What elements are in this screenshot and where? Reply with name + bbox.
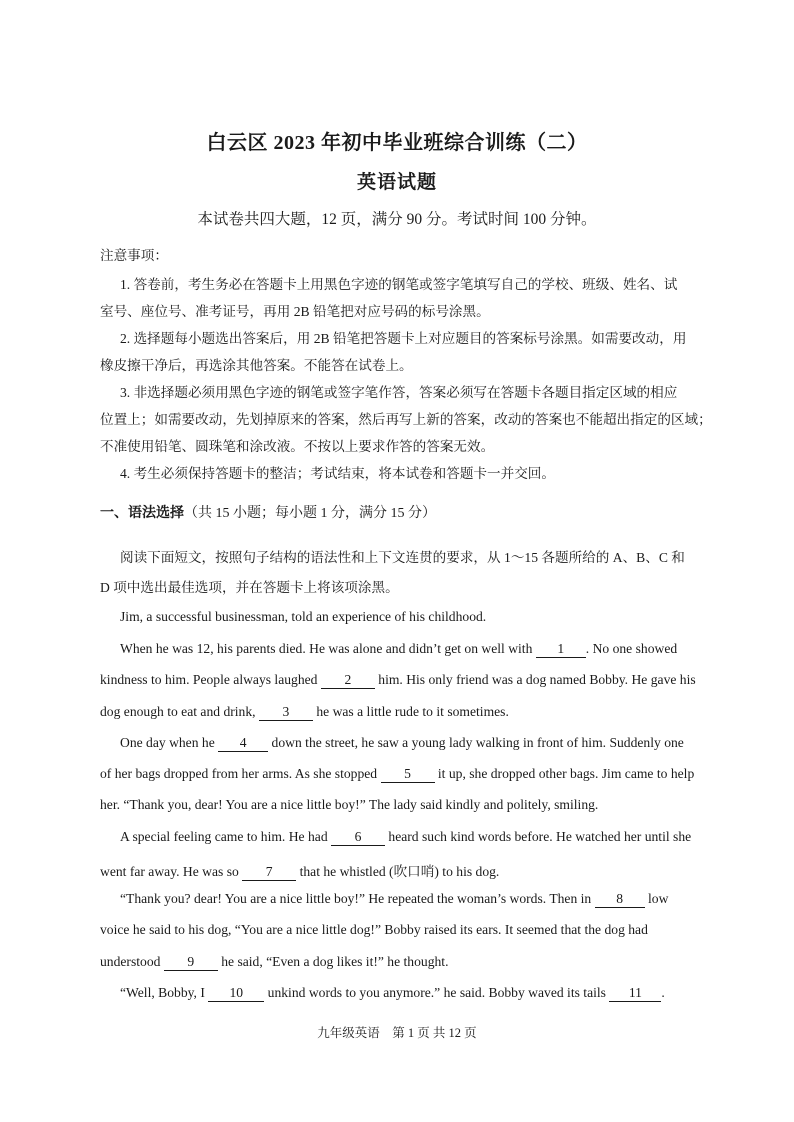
section-1-instruction-line-1: 阅读下面短文，按照句子结构的语法性和上下文连贯的要求，从 1～15 各题所给的 A、B、C 和	[120, 550, 685, 565]
blank-5: 5	[381, 767, 435, 783]
notice-item-3-line-3: 不准使用铅笔、圆珠笔和涂改液。不按以上要求作答的答案无效。	[100, 439, 495, 454]
passage-line-7: her. “Thank you, dear! You are a nice little boy!” The lady said kindly and politely, smiling.	[100, 797, 599, 812]
blank-10: 10	[208, 986, 264, 1002]
blank-2: 2	[321, 673, 375, 689]
notice-item-1-line-2: 室号、座位号、准考证号，再用 2B 铅笔把对应号码的标号涂黑。	[100, 304, 490, 319]
passage-line-4: dog enough to eat and drink, 3 he was a little rude to it sometimes.	[100, 704, 509, 719]
notice-item-3-line-1: 3. 非选择题必须用黑色字迹的钢笔或签字笔作答，答案必须写在答题卡各题目指定区域的相应	[120, 385, 678, 400]
blank-3: 3	[259, 705, 313, 721]
exam-title: 白云区 2023 年初中毕业班综合训练（二）	[206, 132, 588, 154]
blank-6: 6	[331, 830, 385, 846]
passage-line-2: When he was 12, his parents died. He was alone and didn’t get on well with 1 . No one showed	[120, 641, 678, 656]
passage-line-8: A special feeling came to him. He had 6 heard such kind words before. He watched her until she	[120, 829, 692, 844]
notice-item-2-line-1: 2. 选择题每小题选出答案后，用 2B 铅笔把答题卡上对应题目的答案标号涂黑。如需要改动，用	[120, 331, 687, 346]
passage-line-9: went far away. He was so 7 that he whistled (吹口哨) to his dog.	[100, 864, 500, 879]
page-footer: 九年级英语 第 1 页 共 12 页	[317, 1026, 477, 1040]
notice-item-3-line-2: 位置上；如需要改动，先划掉原来的答案，然后再写上新的答案，改动的答案也不能超出指定的区域；	[100, 412, 712, 427]
passage-line-10: “Thank you? dear! You are a nice little boy!” He repeated the woman’s words. Then in 8 low	[120, 891, 669, 906]
blank-11: 11	[609, 986, 661, 1002]
passage-line-1: Jim, a successful businessman, told an experience of his childhood.	[120, 609, 487, 624]
section-1-scoring: （共 15 小题；每小题 1 分，满分 15 分）	[184, 506, 436, 521]
exam-info: 本试卷共四大题，12 页，满分 90 分。考试时间 100 分钟。	[197, 211, 597, 228]
passage-line-13: “Well, Bobby, I 10 unkind words to you anymore.” he said. Bobby waved its tails 11 .	[120, 985, 665, 1000]
section-1-title: 一、语法选择	[100, 506, 184, 521]
notice-item-1-line-1: 1. 答卷前，考生务必在答题卡上用黑色字迹的钢笔或签字笔填写自己的学校、班级、姓名、试	[120, 277, 678, 292]
section-1-instruction-line-2: D 项中选出最佳选项，并在答题卡上将该项涂黑。	[100, 580, 399, 595]
blank-4: 4	[218, 736, 268, 752]
passage-line-12: understood 9 he said, “Even a dog likes it!” he thought.	[100, 954, 449, 969]
exam-subject: 英语试题	[356, 172, 437, 193]
blank-8: 8	[595, 892, 645, 908]
blank-9: 9	[164, 955, 218, 971]
blank-1: 1	[536, 642, 586, 658]
passage-line-6: of her bags dropped from her arms. As she stopped 5 it up, she dropped other bags. Jim came to help	[100, 766, 695, 781]
passage-line-11: voice he said to his dog, “You are a nice little dog!” Bobby raised its ears. It seemed that the dog had	[100, 922, 648, 937]
passage-line-5: One day when he 4 down the street, he saw a young lady walking in front of him. Suddenly one	[120, 735, 684, 750]
notice-item-4: 4. 考生必须保持答题卡的整洁；考试结束，将本试卷和答题卡一并交回。	[120, 466, 555, 481]
blank-7: 7	[242, 865, 296, 881]
notice-heading: 注意事项：	[100, 248, 168, 263]
passage-line-3: kindness to him. People always laughed 2 him. His only friend was a dog named Bobby. He gave his	[100, 672, 696, 687]
notice-item-2-line-2: 橡皮擦干净后，再选涂其他答案。不能答在试卷上。	[100, 358, 413, 373]
section-1-heading	[100, 502, 710, 522]
